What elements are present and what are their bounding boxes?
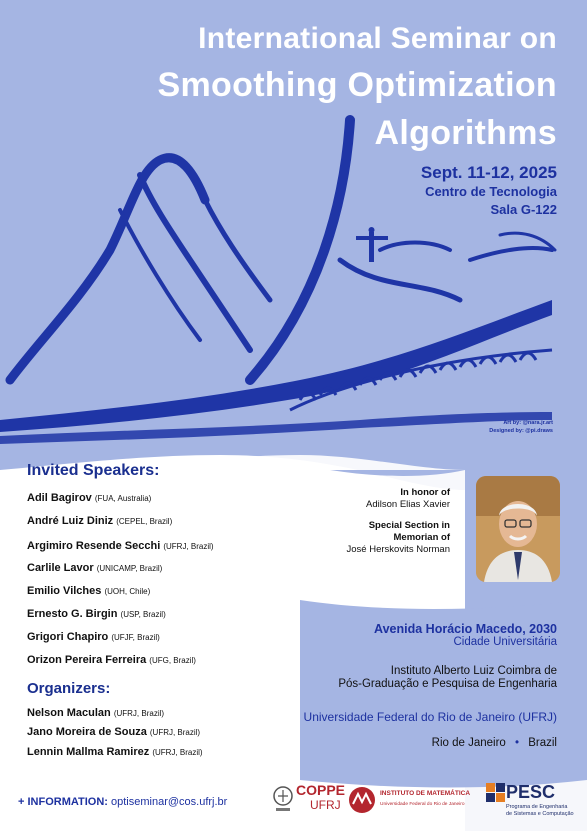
city: Rio de Janeiro bbox=[431, 737, 506, 749]
speaker-name: Orizon Pereira Ferreira bbox=[27, 654, 147, 666]
speaker-name: Adil Bagirov bbox=[27, 492, 92, 504]
coppe-logo bbox=[272, 780, 344, 820]
organizer-item bbox=[27, 726, 200, 738]
organizer-item bbox=[27, 707, 164, 719]
venue-room: Sala G-122 bbox=[490, 202, 557, 217]
organizers-heading: Organizers: bbox=[27, 680, 111, 697]
information-email[interactable]: optiseminar@cos.ufrj.br bbox=[111, 796, 228, 808]
title-line-1: International Seminar on bbox=[198, 22, 557, 55]
speaker-name: Grigori Chapiro bbox=[27, 631, 109, 643]
information-label: + INFORMATION: bbox=[18, 796, 108, 808]
organizer-affiliation: (UFRJ, Brazil) bbox=[113, 709, 165, 718]
bullet-separator: • bbox=[515, 737, 520, 749]
ufrj-text: UFRJ bbox=[310, 798, 341, 812]
speaker-affiliation: (USP, Brazil) bbox=[120, 610, 166, 619]
memorian-label: Memorian of bbox=[393, 532, 450, 543]
country: Brazil bbox=[528, 737, 557, 749]
title-line-3: Algorithms bbox=[374, 114, 557, 152]
venue-building: Centro de Tecnologia bbox=[425, 184, 557, 199]
im-title: INSTITUTO DE MATEMÁTICA bbox=[380, 790, 471, 797]
special-section-label: Special Section in bbox=[368, 520, 450, 531]
pesc-logo bbox=[486, 780, 584, 826]
institute-line-2: Pós-Graduação e Pesquisa de Engenharia bbox=[338, 678, 557, 690]
speaker-item bbox=[27, 608, 166, 620]
speaker-name: Carlile Lavor bbox=[27, 562, 94, 574]
art-credit: Art by: @nara.jr.art bbox=[503, 420, 553, 426]
information-line bbox=[18, 796, 227, 808]
speaker-name: Emilio Vilches bbox=[27, 585, 102, 597]
speaker-name: André Luiz Diniz bbox=[27, 515, 114, 527]
speaker-item bbox=[27, 540, 214, 552]
invited-speakers-heading: Invited Speakers: bbox=[27, 462, 160, 479]
speaker-affiliation: (UFRJ, Brazil) bbox=[163, 542, 214, 551]
im-logo bbox=[348, 780, 482, 820]
university-name: Universidade Federal do Rio de Janeiro (UFRJ) bbox=[303, 710, 557, 724]
organizer-affiliation: (UFRJ, Brazil) bbox=[152, 748, 203, 757]
speaker-affiliation: (FUA, Australia) bbox=[94, 494, 152, 503]
address-campus: Cidade Universitária bbox=[453, 636, 557, 648]
speaker-item bbox=[27, 631, 160, 643]
title-line-2: Smoothing Optimization bbox=[157, 66, 557, 104]
city-country bbox=[432, 737, 557, 749]
institute-line-1: Instituto Alberto Luiz Coimbra de bbox=[390, 665, 557, 677]
speaker-affiliation: (UNICAMP, Brazil) bbox=[96, 564, 163, 573]
speaker-name: Ernesto G. Birgin bbox=[27, 608, 118, 620]
speaker-affiliation: (UOH, Chile) bbox=[104, 587, 151, 596]
coppe-emblem-icon bbox=[272, 782, 294, 818]
event-date: Sept. 11-12, 2025 bbox=[420, 163, 557, 182]
design-credit: Designed by: @pi.draws bbox=[489, 428, 553, 434]
speaker-item bbox=[27, 515, 172, 527]
organizer-name: Lennin Mallma Ramirez bbox=[27, 746, 150, 758]
speaker-item bbox=[27, 654, 196, 666]
organizer-name: Nelson Maculan bbox=[27, 707, 111, 719]
pesc-text: PESC bbox=[506, 782, 556, 802]
im-subtitle: Universidade Federal do Rio de Janeiro bbox=[380, 802, 465, 807]
pesc-subtitle-1: Programa de Engenharia bbox=[506, 804, 568, 810]
coppe-text: COPPE bbox=[296, 782, 346, 798]
honoree-name: Adilson Elias Xavier bbox=[366, 499, 450, 510]
honor-label: In honor of bbox=[400, 487, 450, 498]
speaker-item bbox=[27, 562, 162, 574]
speaker-item bbox=[27, 492, 151, 504]
speaker-name: Argimiro Resende Secchi bbox=[27, 540, 161, 552]
im-emblem-icon bbox=[348, 786, 376, 814]
speaker-affiliation: (UFG, Brazil) bbox=[149, 656, 196, 665]
organizer-name: Jano Moreira de Souza bbox=[27, 726, 147, 738]
organizer-item bbox=[27, 746, 203, 758]
speaker-affiliation: (CEPEL, Brazil) bbox=[116, 517, 173, 526]
address-street: Avenida Horácio Macedo, 2030 bbox=[374, 622, 557, 636]
organizer-affiliation: (UFRJ, Brazil) bbox=[149, 728, 201, 737]
pesc-subtitle-2: de Sistemas e Computação bbox=[506, 811, 574, 817]
speaker-item bbox=[27, 585, 150, 597]
memorian-name: José Herskovits Norman bbox=[346, 544, 450, 555]
speaker-affiliation: (UFJF, Brazil) bbox=[111, 633, 160, 642]
honoree-photo bbox=[476, 476, 560, 582]
pesc-emblem-icon bbox=[486, 783, 506, 811]
